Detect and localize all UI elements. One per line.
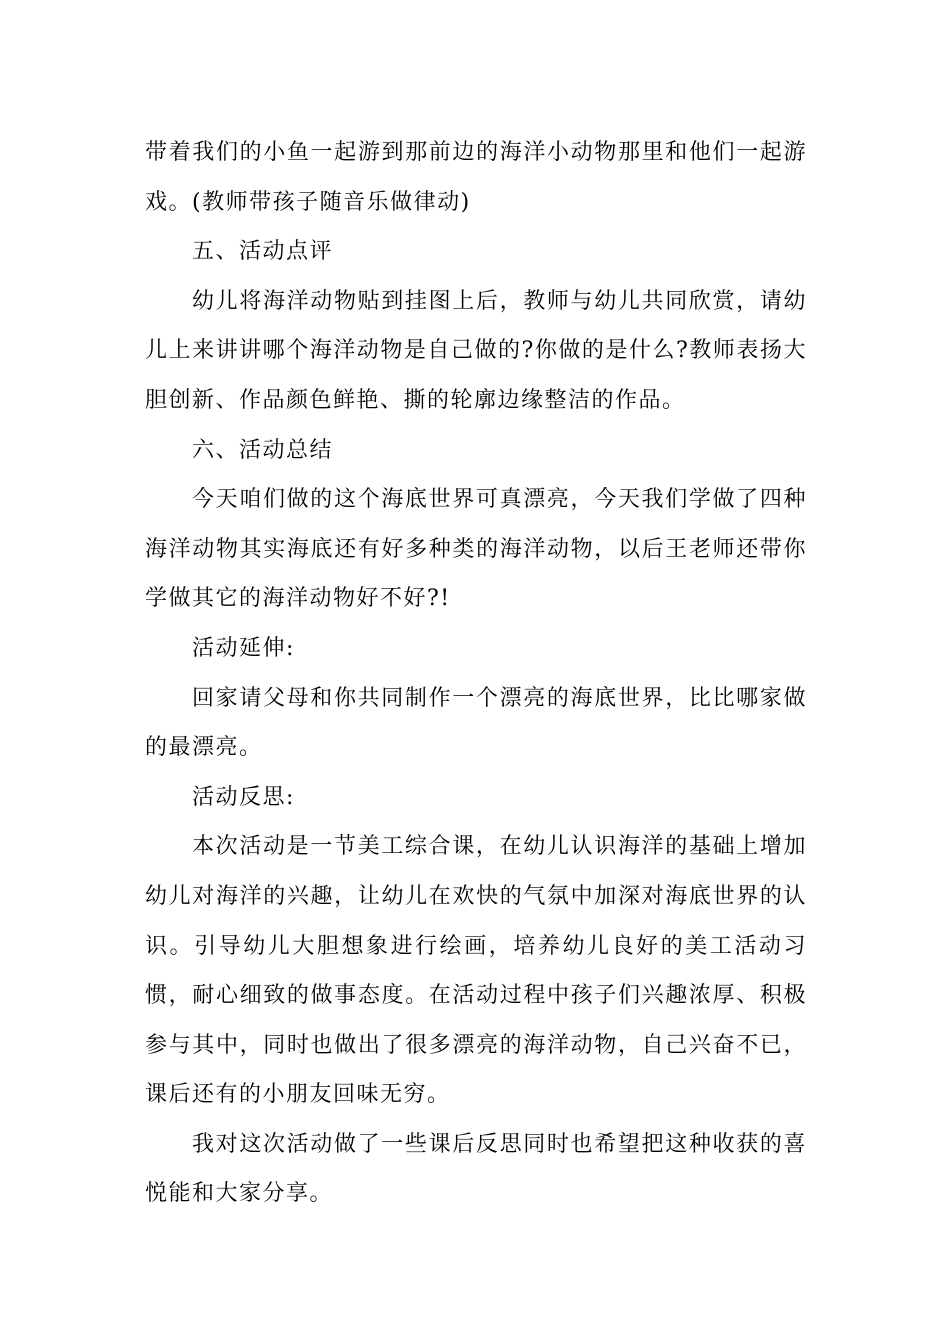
paragraph-activity-review: 幼儿将海洋动物贴到挂图上后，教师与幼儿共同欣赏，请幼儿上来讲讲哪个海洋动物是自己做的?你做的是什么?教师表扬大胆创新、作品颜色鲜艳、撕的轮廓边缘整洁的作品。 (145, 288, 807, 413)
paragraph-activity-extension: 回家请父母和你共同制作一个漂亮的海底世界，比比哪家做的最漂亮。 (145, 685, 807, 761)
section-heading-activity-reflection: 活动反思: (192, 784, 295, 810)
section-heading-activity-extension: 活动延伸: (192, 635, 295, 661)
section-heading-activity-summary: 六、活动总结 (192, 437, 334, 463)
paragraph-activity-reflection: 本次活动是一节美工综合课，在幼儿认识海洋的基础上增加幼儿对海洋的兴趣，让幼儿在欢快的气氛中加深对海底世界的认识。引导幼儿大胆想象进行绘画，培养幼儿良好的美工活动习惯，耐心细致的做事态度。在活动过程中孩子们兴趣浓厚、积极参与其中，同时也做出了很多漂亮的海洋动物，自己兴奋不已，课后还有的小朋友回味无穷。 (145, 834, 807, 1108)
document-body (145, 128, 807, 1219)
paragraph-activity-summary: 今天咱们做的这个海底世界可真漂亮，今天我们学做了四种海洋动物其实海底还有好多种类的海洋动物，以后王老师还带你学做其它的海洋动物好不好?! (145, 487, 807, 612)
continuation-paragraph: 带着我们的小鱼一起游到那前边的海洋小动物那里和他们一起游戏。(教师带孩子随音乐做律动) (145, 140, 807, 215)
section-heading-activity-review: 五、活动点评 (192, 239, 334, 265)
paragraph-closing: 我对这次活动做了一些课后反思同时也希望把这种收获的喜悦能和大家分享。 (145, 1131, 807, 1207)
